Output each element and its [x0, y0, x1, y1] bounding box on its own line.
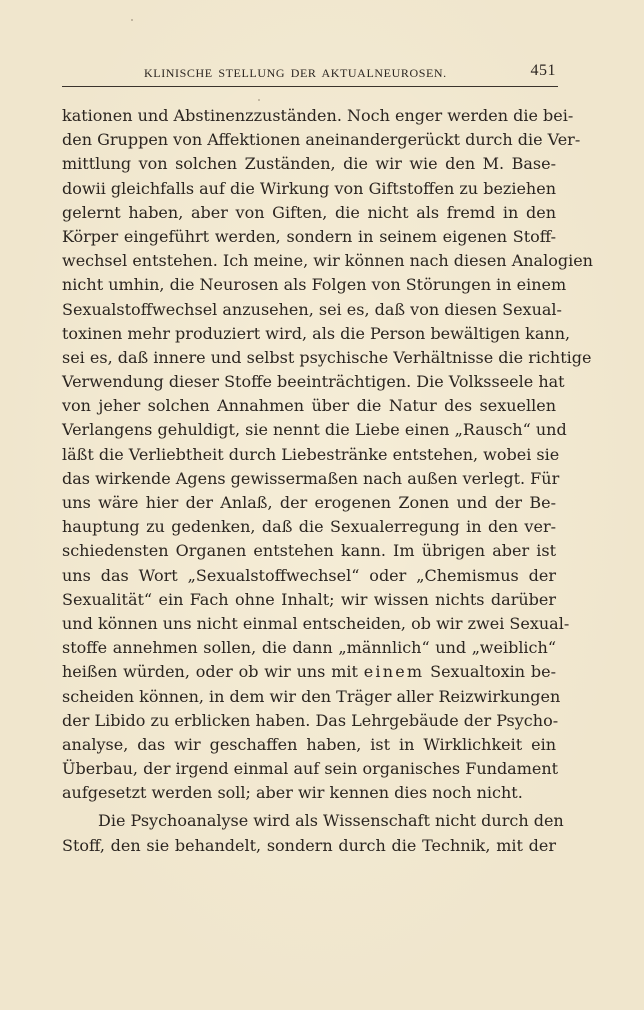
- text-line: hauptung zu gedenken, daß die Sexualerregung in den ver-: [62, 517, 556, 537]
- text-line: der Libido zu erblicken haben. Das Lehrgebäude der Psycho-: [62, 710, 559, 730]
- text-line: und können uns nicht einmal entscheiden, ob wir zwei Sexual-: [62, 613, 570, 633]
- text-line: mittlung von solchen Zuständen, die wir wie den M. Base-: [62, 154, 556, 174]
- paragraph: [62, 104, 593, 805]
- text-line: gelernt haben, aber von Giften, die nicht als fremd in den: [62, 202, 556, 222]
- text-line: nicht umhin, die Neurosen als Folgen von Störungen in einem: [62, 275, 567, 295]
- text-line: kationen und Abstinenzzuständen. Noch enger werden die bei-: [62, 106, 574, 125]
- text-line: Sexualstoffwechsel anzusehen, sei es, daß von diesen Sexual-: [62, 299, 562, 319]
- text-line: Überbau, der irgend einmal auf sein organisches Fundament: [62, 759, 559, 779]
- text-line: analyse, das wir geschaffen haben, ist in Wirklichkeit ein: [62, 734, 556, 754]
- text-line: wechsel entstehen. Ich meine, wir können nach diesen Analogien: [62, 251, 593, 271]
- text-line: Verlangens gehuldigt, sie nennt die Liebe einen „Rausch“ und: [62, 420, 567, 440]
- text-line: von jeher solchen Annahmen über die Natur des sexuellen: [62, 396, 556, 416]
- text-line: scheiden können, in dem wir den Träger aller Reizwirkungen: [62, 686, 561, 706]
- text-line: den Gruppen von Affektionen aneinandergerückt durch die Ver-: [62, 130, 581, 150]
- text-line: Sexualität“ ein Fach ohne Inhalt; wir wissen nichts darüber: [62, 589, 556, 609]
- page-number: 451: [530, 62, 556, 79]
- text-line: aufgesetzt werden soll; aber wir kennen dies noch nicht.: [62, 783, 523, 803]
- text-line: toxinen mehr produziert wird, als die Person bewältigen kann,: [62, 323, 571, 343]
- text-line: Verwendung dieser Stoffe beeinträchtigen. Die Volksseele hat: [62, 372, 565, 392]
- paper-speck: [131, 19, 133, 21]
- text-line-spaced-emphasis: [62, 660, 556, 684]
- text-line: uns wäre hier der Anlaß, der erogenen Zonen und der Be-: [62, 493, 556, 512]
- text-segment: Sexualtoxin be-: [430, 662, 556, 682]
- text-line: schiedensten Organen entstehen kann. Im übrigen aber ist: [62, 541, 556, 561]
- page-header: [62, 60, 558, 87]
- spaced-emphasis-word: einem: [363, 662, 425, 682]
- text-line: stoffe annehmen sollen, die dann „männlich“ und „weiblich“: [62, 638, 556, 658]
- text-line: Körper eingeführt werden, sondern in seinem eigenen Stoff-: [62, 226, 556, 246]
- body-text: [62, 104, 593, 858]
- text-line: uns das Wort „Sexualstoffwechsel“ oder „Chemismus der: [62, 565, 556, 585]
- running-title: KLINISCHE STELLUNG DER AKTUALNEUROSEN.: [144, 66, 447, 80]
- text-segment: heißen würden, oder ob wir uns mit: [62, 662, 358, 682]
- paragraph: [62, 809, 564, 857]
- text-line: Stoff, den sie behandelt, sondern durch die Technik, mit der: [62, 835, 556, 855]
- text-line: dowii gleichfalls auf die Wirkung von Giftstoffen zu beziehen: [62, 178, 556, 198]
- text-line: Die Psychoanalyse wird als Wissenschaft nicht durch den: [98, 811, 564, 831]
- text-line: das wirkende Agens gewissermaßen nach außen verlegt. Für: [62, 468, 560, 488]
- text-line: läßt die Verliebtheit durch Liebestränke entstehen, wobei sie: [62, 444, 560, 464]
- text-line: sei es, daß innere und selbst psychische Verhältnisse die richtige: [62, 347, 592, 367]
- paper-speck: [258, 99, 260, 101]
